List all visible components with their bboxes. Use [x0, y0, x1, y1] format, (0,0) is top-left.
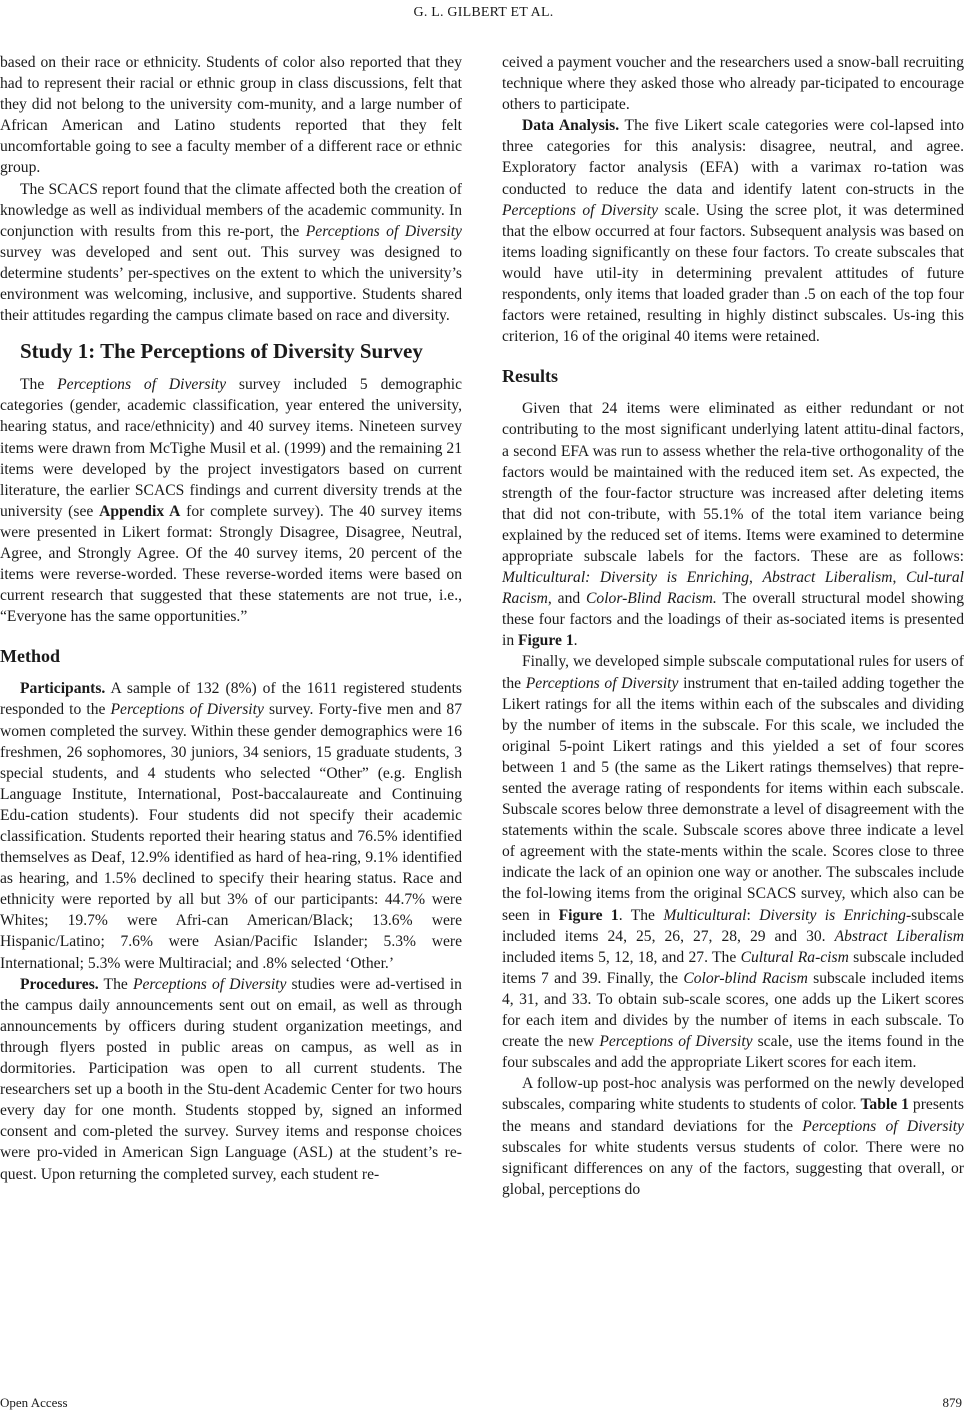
paragraph [502, 52, 964, 115]
paragraph-text: The overall structural model showing these four factors and the loadings of their as-sociated items is presented in [502, 590, 964, 650]
paragraph-text: scale, use the items found in the four subscales and add the appropriate Likert scores for each item. [502, 1033, 964, 1072]
separator: , [749, 569, 763, 587]
paragraph-text: The [98, 975, 133, 993]
page-number: 879 [942, 1395, 962, 1410]
paragraph-text: A sample of 132 (8%) of the 1611 registered students responded to the [0, 680, 462, 719]
paragraph [0, 374, 462, 627]
paragraph-text: survey included 5 demographic categories (gender, academic classification, year entered the university, hearing status, and race/ethnicity) and 40 survey items. Nineteen survey items were drawn from McTighe Musil et al. (1999) and the remaining 21 items were developed by the project investigators based on current literature, the earlier SCACS findings and current diversity trends at the university (see [0, 376, 462, 520]
run-in-heading: Data Analysis. [522, 117, 620, 135]
italic-term: Abstract Liberalism [762, 569, 893, 587]
italic-term: Multicultural: Diversity is Enriching [502, 569, 749, 587]
paragraph [0, 52, 462, 179]
left-column [0, 52, 462, 1185]
section-heading-study-1: Study 1: The Perceptions of Diversity Survey [20, 339, 423, 364]
paragraph-text: ceived a payment voucher and the researchers used a snow-ball recruiting technique where they asked those who already par-ticipated to encourage others to participate. [502, 54, 964, 114]
paragraph-text: subscale included items 4, 31, and 33. To obtain sub-scale scores, one adds up the Likert scores for each item and divides by the number of items in each subscale. To create the new [502, 969, 964, 1051]
paragraph [502, 1073, 964, 1200]
paragraph [502, 651, 964, 1073]
paragraph-text: The five Likert scale categories were col-lapsed into three categories for this analysis: disagree, neutral, and agree. Exploratory factor analysis (EFA) with a varimax ro-tation was conducted to reduce the data and identify latent con-structs in the [502, 117, 964, 198]
run-in-heading: Participants. [20, 680, 106, 698]
paragraph-text: for complete survey). The 40 survey items were presented in Likert format: Strongly Disagree, Disagree, Neutral, Agree, and Strongly Agree. Of the 40 survey items, 20 percent of the items were reverse-worded. These reverse-worded items were based on current research that suggested that these statements are not true, i.e., “Everyone has the same opportunities.” [0, 502, 462, 626]
separator: , [892, 569, 906, 587]
italic-title: Perceptions of Diversity [57, 376, 227, 394]
italic-title: Perceptions of Diversity [305, 222, 462, 240]
paragraph-text: The SCACS report found that the climate affected both the creation of knowledge as well as individual members of the academic community. In conjunction with results from this re-port, the [0, 180, 462, 240]
separator: , and [547, 590, 587, 608]
separator: . [573, 632, 578, 650]
paragraph-text: subscale included items 7 and 39. Finally, the [502, 948, 964, 987]
paragraph-data-analysis [502, 115, 964, 347]
paragraph [0, 179, 462, 327]
footer-open-access: Open Access [0, 1395, 68, 1410]
paragraph-text: scale. Using the scree plot, it was determined that the elbow occurred at four factors. Subsequent analysis was based on items loading significantly on these four factors. To create subscales that would have util-ity in determining prevalent attitudes of future respondents, only items that loaded grader than .5 on each of the top four factors were retained, resulting in highly distinct subscales. Us-ing this criterion, 16 of the original 40 items were retained. [502, 201, 964, 346]
italic-term: Abstract Liberalism [834, 927, 964, 945]
paragraph-text: instrument that en-tailed adding together the Likert ratings for all the items within each of the subscales and dividing by the number of items in the subscale. For this scale, we included the original 5-point Likert ratings and this yielded a set of four scores between 1 and 5 (the same as the Likert ratings themselves) that repre-sented the average rating of respondents for items within each subscale. Subscale scores below three demonstrate a level of disagreement with the statements within the scale. Subscale scores above three indicate a level of agreement with the state-ments within the scale. Scores close to three indicate the lack of an opinion one way or another. The subscales include the fol-lowing items from the original SCACS survey, which also can be seen in [502, 674, 964, 924]
appendix-reference: Appendix A [99, 502, 181, 520]
italic-title: Perceptions of Diversity [502, 201, 659, 219]
italic-title: Perceptions of Diversity [132, 975, 287, 993]
section-heading-results: Results [502, 366, 559, 387]
right-column [502, 52, 964, 1200]
paragraph-text: Finally, we developed simple subscale computational rules for users of the [502, 653, 964, 692]
italic-term: Cul-tural Racism [502, 569, 964, 608]
section-heading-method: Method [0, 646, 60, 667]
separator: : [746, 906, 760, 924]
italic-term: Color-blind Racism [683, 969, 808, 987]
figure-reference: Figure 1 [558, 906, 619, 924]
figure-reference: Figure 1 [518, 632, 574, 650]
paragraph-text: A follow-up post-hoc analysis was performed on the newly developed subscales, comparing white students to students of color. [502, 1075, 964, 1114]
italic-title: Perceptions of Diversity [525, 674, 679, 692]
paragraph-text: based on their race or ethnicity. Students of color also reported that they had to represent their racial or ethnic group in class discussions, felt that they did not belong to the university com-munity, and a large number of African American and Latino students reported that they felt uncomfortable going to see a faculty member of a different race or ethnic group. [0, 54, 462, 177]
italic-term: Multicultural [663, 906, 747, 924]
table-reference: Table 1 [860, 1096, 909, 1114]
paragraph-text: presents the means and standard deviations for the [502, 1096, 965, 1135]
italic-title: Perceptions of Diversity [802, 1117, 964, 1135]
paragraph-text: -subscale included items 24, 25, 26, 27, 28, 29 and 30. [502, 906, 964, 945]
paragraph-text: subscales for white students versus students of color. There were no significant differences on any of the factors, suggesting that overall, or global, perceptions do [502, 1138, 964, 1198]
paragraph-text: survey. Forty-five men and 87 women completed the survey. Within these gender demographics were 16 freshmen, 26 sophomores, 30 juniors, 34 seniors, 15 graduate students, 3 special students, and 4 students who selected “Other” (e.g. English Language Institute, International, Post-baccalaureate and Continuing Edu-cation students). Four students did not specify their academic classification. Students reported their hearing status and 76.5% identified themselves as Deaf, 12.9% identified as hard of hea-ring, 9.1% identified as hearing, and 1.5% declined to specify their hearing status. Race and ethnicity were reported by all but 3% of our participants: 44.7% were Whites; 19.7% were Afri-can American/Black; 13.6% were Hispanic/Latino; 7.6% were Asian/Pacific Islander; 5.3% were International; 5.3% were Multiracial; and .8% selected ‘Other.’ [0, 701, 462, 972]
running-head: G. L. GILBERT ET AL. [413, 5, 554, 20]
paragraph-text: The [20, 376, 58, 394]
paragraph [502, 398, 964, 651]
paragraph-text: included items 5, 12, 18, and 27. The [502, 948, 741, 966]
paragraph-participants [0, 678, 462, 973]
paragraph-text: studies were ad-vertised in the campus daily announcements sent out on email, as well as through announcements by officers during student organization meetings, and through flyers posted in public areas on campus, as well as in dormitories. Participation was open to all current students. The researchers set up a booth in the Stu-dent Academic Center for two hours every day for one month. Students stopped by, signed an informed consent and com-pleted the survey. Survey items and response choices were pro-vided in American Sign Language (ASL) at the student’s re-quest. Upon returning the completed survey, each student re- [0, 975, 462, 1183]
separator: . The [618, 906, 664, 924]
italic-term: Color-Blind Racism. [586, 590, 717, 608]
paragraph-text: survey was developed and sent out. This survey was designed to determine students’ per-spectives on the extent to which the university’s environment was welcoming, inclusive, and supportive. Students shared their attitudes regarding the campus climate based on race and diversity. [0, 243, 462, 325]
italic-title: Perceptions of Diversity [110, 701, 264, 719]
run-in-heading: Procedures. [20, 975, 99, 993]
paragraph-text: Given that 24 items were eliminated as either redundant or not contributing to the most significant underlying latent attitu-dinal factors, a second EFA was run to assess whether the rela-tive orthogonality of the factors would be maintained with the reduced item set. As expected, the strength of the four-factor structure was increased after deleting items that did not con-tribute, with 55.1% of the total item variance being explained by the reduced set of items. Items were examined to determine appropriate subscale labels for the factors. These are as follows: [502, 400, 964, 565]
italic-title: Perceptions of Diversity [599, 1033, 753, 1051]
italic-term: Cultural Ra-cism [740, 948, 849, 966]
italic-term: Diversity is Enriching [759, 906, 906, 924]
paragraph-procedures [0, 974, 462, 1185]
